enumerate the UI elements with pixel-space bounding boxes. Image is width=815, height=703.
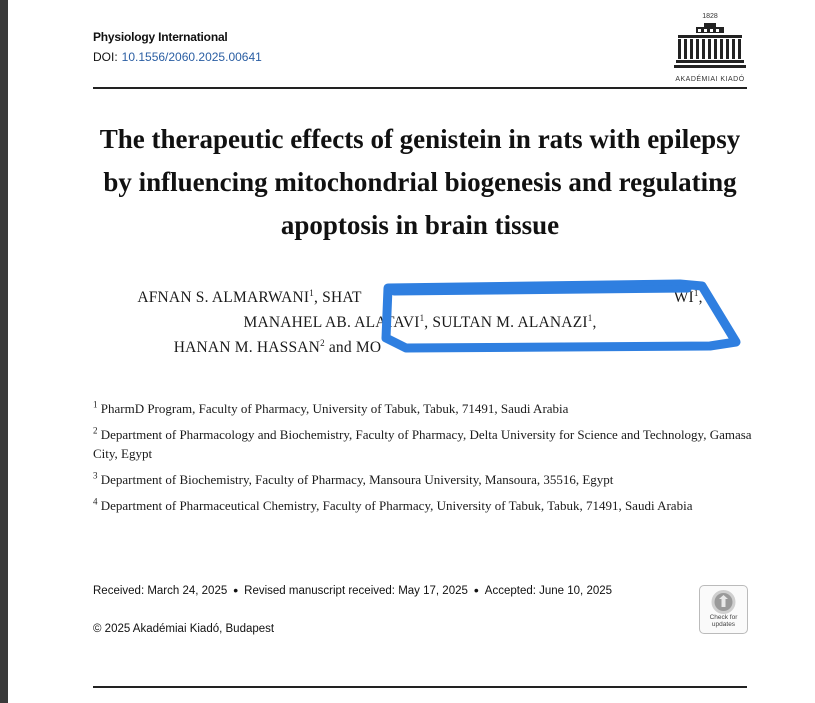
affiliation-4: [93, 496, 753, 515]
doi-link[interactable]: 10.1556/2060.2025.00641: [121, 50, 262, 64]
affiliation-3: [93, 470, 753, 489]
author-text: AFNAN S. ALMARWANI: [137, 289, 310, 306]
updates-label: [700, 614, 747, 628]
header-divider: [93, 87, 747, 89]
affil-number: 1: [93, 399, 98, 410]
affil-text: Department of Pharmaceutical Chemistry, Faculty of Pharmacy, University of Tabuk, Tabuk, 71491, Saudi Arabia: [100, 498, 693, 513]
crossmark-icon: [710, 589, 737, 615]
affiliation-list: [93, 399, 753, 522]
affil-sup: 2: [320, 337, 325, 348]
affil-sup: 1: [587, 312, 593, 323]
publisher-logo: [668, 13, 752, 83]
author-text: ,: [592, 314, 597, 331]
footer-divider: [93, 686, 747, 688]
left-frame-edge: [0, 0, 8, 703]
author-text: HANAN M. HASSAN: [173, 339, 321, 356]
accepted-date: Accepted: June 10, 2025: [484, 585, 613, 597]
bullet-separator: •: [233, 582, 239, 598]
affiliation-1: [93, 399, 753, 418]
author-text: MANAHEL AB. ALATA: [243, 314, 403, 331]
revised-date: Revised manuscript received: May 17, 2025: [244, 585, 468, 597]
article-title: The therapeutic effects of genistein in rats with epilepsy by influencing mitochondrial biogenesis and regulating apoptosis in brain tissue: [99, 124, 741, 240]
author-text: , SULTAN M. ALANAZI: [424, 314, 588, 331]
author-text: , SHAT: [313, 289, 362, 306]
affiliation-2: [93, 425, 753, 463]
logo-year: 1828: [702, 13, 718, 20]
copyright-notice: © 2025 Akadémiai Kiadó, Budapest: [93, 623, 275, 635]
author-text: VI: [402, 314, 420, 331]
updates-label-line1: Check for: [709, 614, 738, 621]
affil-number: 3: [93, 470, 98, 481]
affil-text: Department of Pharmacology and Biochemistry, Faculty of Pharmacy, Delta University for Science and Technology, Gamasa City, Egypt: [93, 427, 752, 461]
redaction-box: [380, 276, 742, 356]
updates-label-line2: updates: [711, 621, 736, 628]
author-text: ,: [698, 289, 703, 306]
journal-name: Physiology International: [93, 30, 228, 44]
author-text: WI: [673, 289, 694, 306]
doi-line: [93, 50, 262, 64]
bullet-separator: •: [473, 582, 479, 598]
check-for-updates-badge[interactable]: [699, 585, 748, 634]
affil-text: PharmD Program, Faculty of Pharmacy, University of Tabuk, Tabuk, 71491, Saudi Arabia: [100, 401, 569, 416]
logo-publisher-name: AKADÉMIAI KIADÓ: [675, 76, 745, 83]
affil-sup: 1: [309, 287, 314, 298]
affil-sup: 1: [419, 312, 425, 323]
doi-label: DOI:: [93, 50, 118, 64]
author-text: and MO: [324, 339, 382, 356]
affil-text: Department of Biochemistry, Faculty of Pharmacy, Mansoura University, Mansoura, 35516, Egypt: [100, 472, 614, 487]
affil-number: 2: [93, 425, 98, 436]
received-date: Received: March 24, 2025: [93, 585, 228, 597]
building-icon: [674, 23, 746, 71]
affil-number: 4: [93, 496, 98, 507]
affil-sup: 1: [693, 287, 699, 298]
publication-dates: [93, 581, 612, 597]
